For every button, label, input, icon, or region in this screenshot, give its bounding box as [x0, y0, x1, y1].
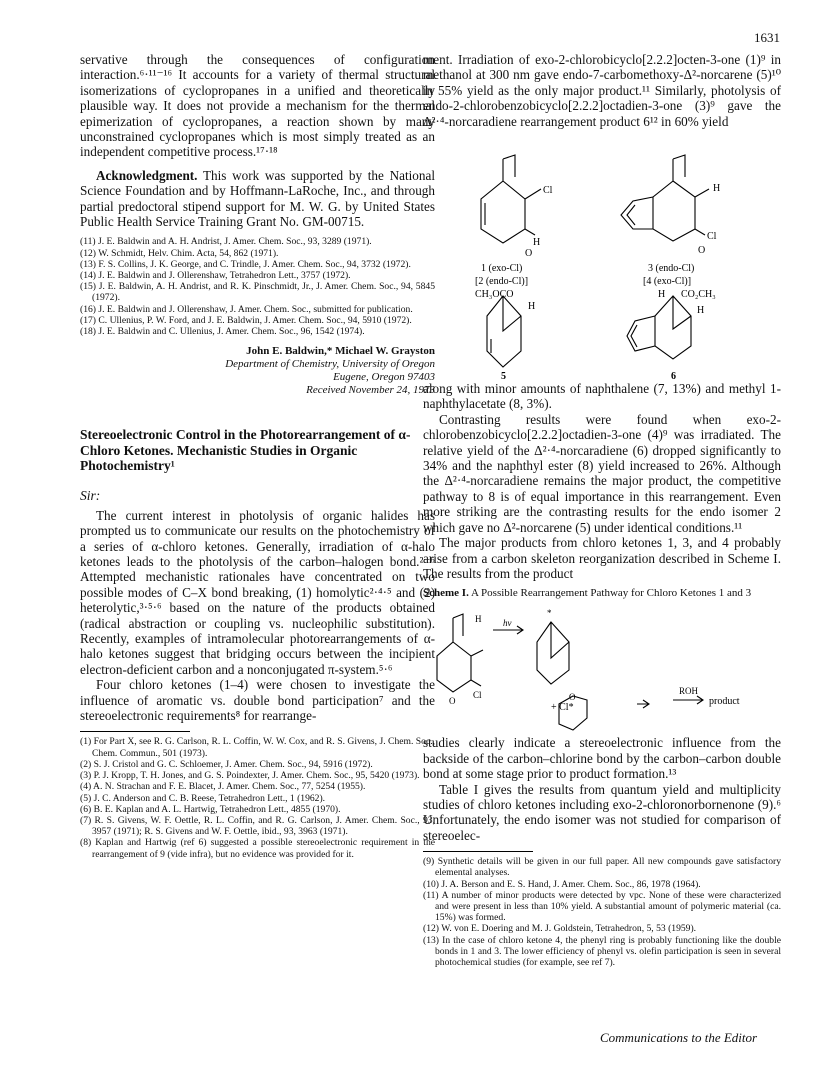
footnote: (13) In the case of chloro ketone 4, the phenyl ring is probably functioning like the double bonds in 1 and 3. The lower efficiency of phenyl vs. olefin participation is seen in several photochemical studies (for example, see ref 7). — [423, 934, 781, 968]
salutation: Sir: — [80, 487, 101, 503]
structure-label: [2 (endo-Cl)] — [475, 276, 529, 288]
scheme-caption — [423, 587, 781, 600]
reference: (18) J. E. Baldwin and C. Ullenius, J. Amer. Chem. Soc., 96, 1542 (1974). — [80, 326, 365, 338]
substituent-label: CO₂CH₃ — [681, 289, 716, 301]
structure-label: 3 (endo-Cl) — [648, 263, 695, 275]
city: Eugene, Oregon 97403 — [333, 371, 435, 384]
atom-label: H — [713, 183, 721, 195]
structure-label: 5 — [501, 371, 506, 382]
footnote-list — [423, 856, 781, 968]
ack-heading: Acknowledgment. — [96, 167, 198, 183]
atom-label: H — [475, 614, 482, 625]
signature-block — [80, 345, 435, 397]
atom-label: H — [528, 301, 536, 313]
paragraph: Contrasting results were found when exo-2-chlorobenzobicyclo[2.2.2]octadien-3-one (4)⁹ was irradiated. The relative yield of the Δ²·⁴-norcaradiene (6) dropped significantly to 34% and the naphthyl ester (8) yield increased to 26%. Although the Δ²·⁴-norcaradiene remains the major product, the competitive pathway to 8 is of equal importance in this rearrangement. Even more striking are the contrasting results for the endo isomer 2 which gave no Δ²-norcarene (5) under identical conditions.¹¹ — [423, 411, 781, 535]
received-date: Received November 24, 1973 — [306, 384, 435, 397]
paragraph: studies clearly indicate a stereoelectronic influence from the backside of the carbon–chlorine bond by the carbon–carbon double bond at some stage prior to product formation.¹³ — [423, 735, 781, 782]
radical-marker: * — [547, 608, 552, 619]
footnote: (9) Synthetic details will be given in our full paper. All new compounds gave satisfactory elemental analyses. — [423, 856, 781, 879]
reference-list — [80, 236, 435, 337]
atom-label: Cl — [543, 185, 553, 197]
acknowledgment — [80, 168, 435, 230]
structure-label: 1 (exo-Cl) — [481, 263, 523, 275]
atom-label: O — [449, 696, 456, 707]
paragraph: along with minor amounts of naphthalene (7, 13%) and methyl 1-naphthylacetate (8, 3%). — [423, 381, 781, 412]
footnote: (3) P. J. Kropp, T. H. Jones, and G. S. Poindexter, J. Amer. Chem. Soc., 95, 5420 (1973). — [80, 770, 420, 782]
reference: (11) J. E. Baldwin and A. H. Andrist, J. Amer. Chem. Soc., 93, 3289 (1971). — [80, 236, 372, 248]
atom-label: H — [697, 305, 705, 317]
footnote-rule — [423, 851, 533, 852]
atom-label: O — [698, 245, 706, 257]
structures-figure — [423, 131, 781, 381]
reference: (12) W. Schmidt, Helv. Chim. Acta, 54, 862 (1971). — [80, 247, 279, 259]
footnote: (11) A number of minor products were detected by vpc. None of these were characterized and were present in less than 10% yield. A substantial amount of polymeric material (ca. 15%) was formed. — [423, 889, 781, 924]
atom-label: O — [525, 248, 533, 260]
atom-label: H — [533, 237, 541, 249]
footnote: (4) A. N. Strachan and F. E. Blacet, J. Amer. Chem. Soc., 77, 5254 (1955). — [80, 781, 366, 793]
reaction-condition: ROH — [679, 686, 699, 697]
paragraph: The major products from chloro ketones 1, 3, and 4 probably arise from a carbon skeleton reorganization described in Scheme I. The results from the product — [423, 535, 781, 581]
reaction-condition: hν — [503, 618, 512, 629]
footnote-rule — [80, 731, 190, 732]
footnote-list — [80, 736, 435, 859]
right-column — [423, 52, 781, 968]
article-title: Stereoelectronic Control in the Photorearrangement of α-Chloro Ketones. Mechanistic Studies in Organic Photochemistry¹ — [80, 427, 411, 474]
ack-body: This work was supported by the National Science Foundation and by Hoffmann-LaRoche, Inc., and through partial predoctoral stipend support for M. W. G. by United States Public Health Service Training Grant No. GM-00715. — [80, 167, 435, 230]
left-column — [80, 52, 435, 860]
atom-label: O — [569, 692, 576, 703]
reference: (13) F. S. Collins, J. K. George, and C. Trindle, J. Amer. Chem. Soc., 94, 3732 (1972). — [80, 258, 411, 270]
scheme-title: Scheme I. — [423, 587, 469, 600]
footnote: (7) R. S. Givens, W. F. Oettle, R. L. Coffin, and R. G. Carlson, J. Amer. Chem. Soc., 93, 3957 (1971); R. S. Givens and W. F. Oettle, ibid., 93, 3963 (1971). — [80, 814, 435, 838]
paragraph: ment. Irradiation of exo-2-chlorobicyclo[2.2.2]octen-3-one (1)⁹ in methanol at 300 nm gave endo-7-carbomethoxy-Δ²-norcarene (5)¹⁰ in 55% yield as the only major product.¹¹ Similarly, photolysis of endo-2-chlorobenzobicyclo[2.2.2]octadien-3-one (3)⁹ gave the Δ²·⁴-norcaradiene rearrangement product 6¹² in 60% yield — [423, 52, 781, 129]
footnote: (8) Kaplan and Hartwig (ref 6) suggested a possible stereoelectronic requirement in the rearrangement of 9 (vide infra), but no evidence was provided for it. — [80, 837, 435, 860]
footnote: (6) B. E. Kaplan and A. L. Hartwig, Tetrahedron Lett., 4855 (1970). — [80, 803, 341, 815]
author-names: John E. Baldwin,* Michael W. Grayston — [246, 345, 435, 358]
footnote: (2) S. J. Cristol and G. C. Schloemer, J. Amer. Chem. Soc., 94, 5916 (1972). — [80, 758, 373, 770]
running-footer: Communications to the Editor — [600, 1030, 758, 1045]
atom-label: Cl — [707, 231, 717, 243]
substituent-label: CH₃OCO — [475, 289, 514, 301]
footnote: (10) J. A. Berson and E. S. Hand, J. Amer. Chem. Soc., 86, 1978 (1964). — [423, 878, 701, 890]
atom-label: Cl — [473, 690, 482, 701]
footnote: (12) W. von E. Doering and M. J. Goldstein, Tetrahedron, 5, 53 (1959). — [423, 923, 697, 935]
scheme-figure — [423, 600, 781, 735]
paragraph: Four chloro ketones (1–4) were chosen to investigate the influence of aromatic vs. double bond participation⁷ and the stereoelectronic requirements⁸ for rearrange- — [80, 677, 435, 724]
chlorine-radical-label: + Cl* — [551, 702, 574, 714]
atom-label: H — [658, 289, 666, 301]
paragraph: Table I gives the results from quantum yield and multiplicity studies of chloro ketones including exo-2-chloronorbornenone (9).⁶ Unfortunately, the endo isomer was not studied for comparison of stereoelec- — [423, 781, 781, 843]
footnote: (5) J. C. Anderson and C. B. Reese, Tetrahedron Lett., 1 (1962). — [80, 792, 326, 804]
reference: (15) J. E. Baldwin, A. H. Andrist, and R. K. Pinschmidt, Jr., J. Amer. Chem. Soc., 94, 5845 (1972). — [80, 281, 435, 304]
affiliation: Department of Chemistry, University of Oregon — [225, 358, 435, 371]
paragraph: The current interest in photolysis of organic halides has prompted us to communicate our results on the photochemistry of a series of α-chloro ketones. Generally, irradiation of α-halo ketones leads to the photolysis of the carbon–halogen bond.²⁻⁶ Attempted mechanistic rationales have concentrated on two possible modes of C–X bond breaking, (1) homolytic²·⁴·⁵ and (2) heterolytic,³·⁵·⁶ based on the nature of the products obtained (radical abstraction or coupling vs. nucleophilic substitution). Recently, examples of intramolecular photorearrangements of α-halo ketones suggest that bridging occurs between the incipient electron-deficient carbon and a nonconjugated π-system.⁵·⁶ — [80, 507, 435, 677]
paragraph: servative through the consequences of configuration interaction.⁶·¹¹⁻¹⁶ It accounts for a variety of thermal structural isomerizations of cyclopropanes in a unified and theoretically plausible way. It does not provide a mechanism for the thermal epimerization of cyclopropanes, a reaction shown by many unconstrained cyclopropanes which is most simply treated as an independent competitive process.¹⁷·¹⁸ — [80, 52, 435, 160]
footnote: (1) For Part X, see R. G. Carlson, R. L. Coffin, W. W. Cox, and R. S. Givens, J. Chem. Soc., Chem. Commun., 501 (1973). — [80, 736, 435, 759]
structure-label: 6 — [671, 371, 676, 382]
reference: (14) J. E. Baldwin and J. Ollerenshaw, Tetrahedron Lett., 3757 (1972). — [80, 270, 351, 282]
scheme-caption-text: A Possible Rearrangement Pathway for Chloro Ketones 1 and 3 — [468, 587, 752, 600]
structure-label: [4 (exo-Cl)] — [643, 276, 692, 288]
reference: (17) C. Ullenius, P. W. Ford, and J. E. Baldwin, J. Amer. Chem. Soc., 94, 5910 (1972). — [80, 314, 412, 326]
page-number: 1631 — [754, 30, 780, 45]
reference: (16) J. E. Baldwin and J. Ollerenshaw, J. Amer. Chem. Soc., submitted for publication. — [80, 303, 413, 315]
product-label: product — [709, 696, 740, 708]
